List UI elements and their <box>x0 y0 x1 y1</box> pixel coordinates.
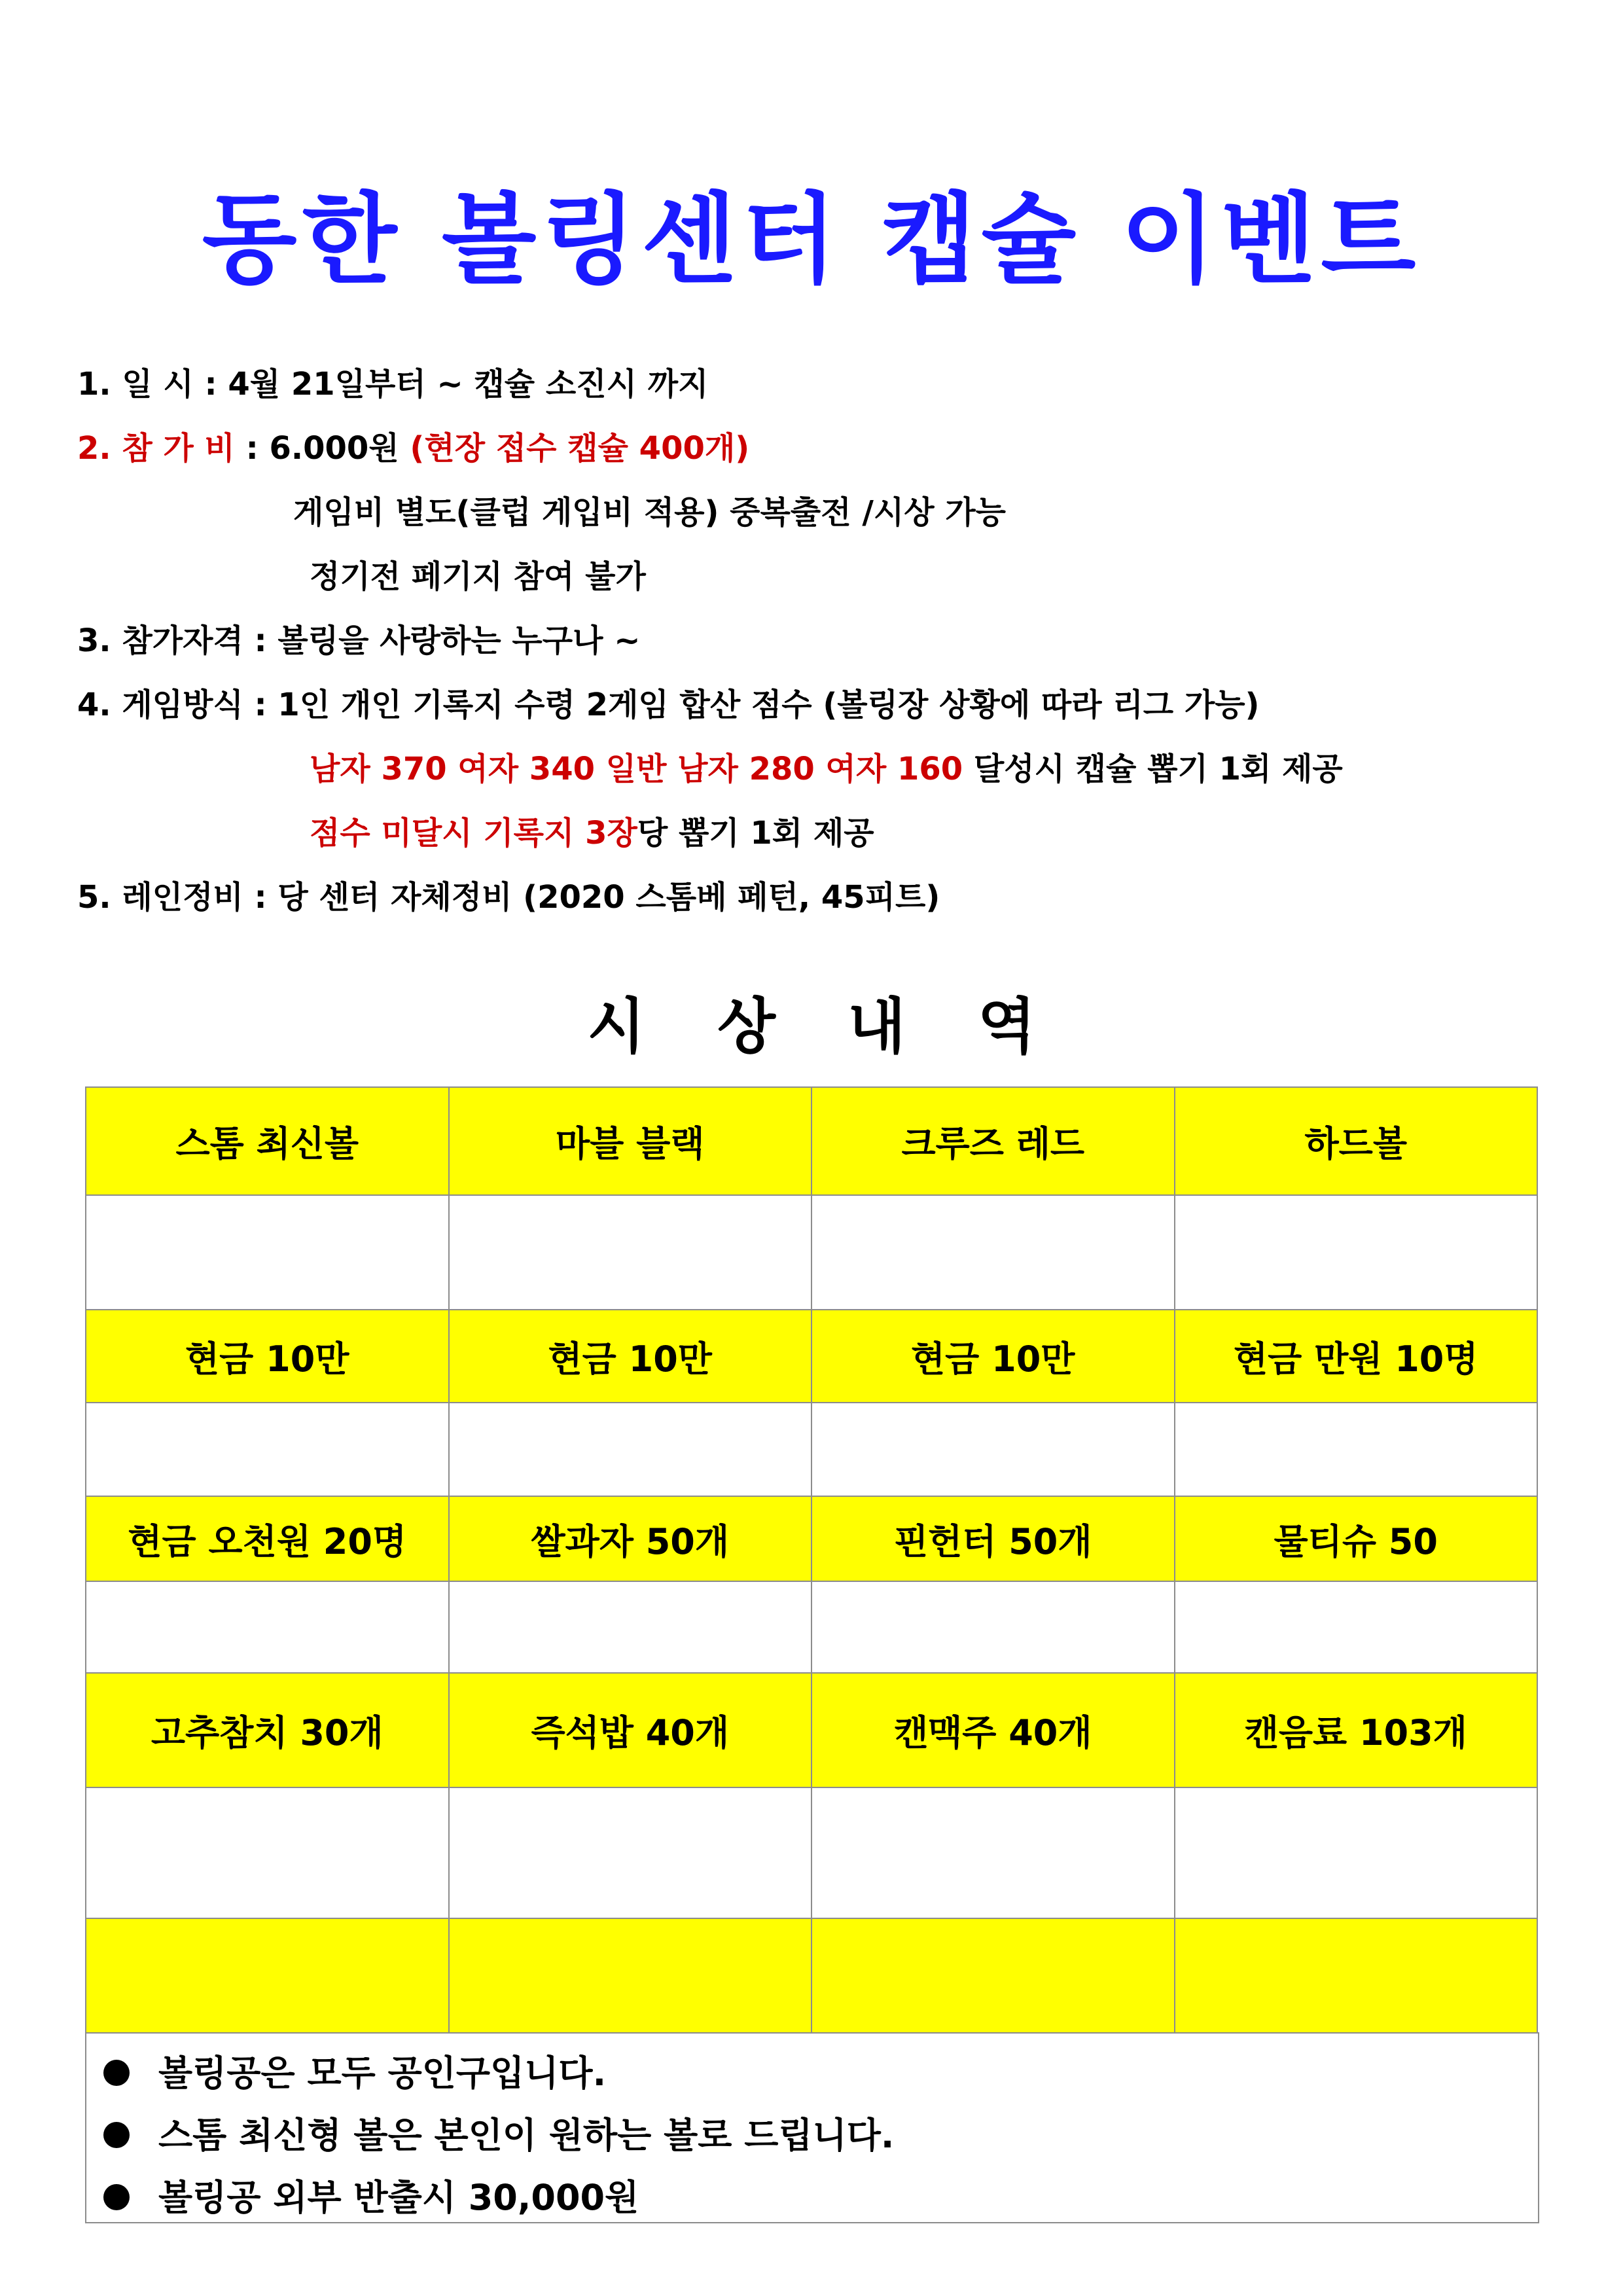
info-fee-label: 2. 참 가 비 <box>77 430 235 467</box>
empty-cell <box>1175 1581 1538 1673</box>
info-date: 1. 일 시 : 4월 21일부터 ~ 캡슐 소진시 까지 <box>77 366 709 403</box>
prize-cell: 현금 오천원 20명 <box>86 1496 449 1581</box>
prize-cell: 고추참치 30개 <box>86 1673 449 1787</box>
note-text: 볼링공은 모두 공인구입니다. <box>158 2053 607 2094</box>
prize-cell: 하드볼 <box>1175 1087 1538 1195</box>
info-score-target <box>310 744 1343 789</box>
empty-cell <box>86 1581 449 1673</box>
empty-cell <box>812 1581 1175 1673</box>
empty-cell <box>86 1918 449 2033</box>
empty-row <box>86 1403 1537 1496</box>
awards-heading: 시상내역 <box>587 992 1108 1062</box>
note-item <box>103 2170 639 2220</box>
empty-cell <box>449 1195 812 1310</box>
prize-cell: 마블 블랙 <box>449 1087 812 1195</box>
info-eligibility: 3. 참가자격 : 볼링을 사랑하는 누구나 ~ <box>77 622 641 659</box>
note-text: 스톰 최신형 볼은 본인이 원하는 볼로 드립니다. <box>158 2115 895 2156</box>
info-game-method: 4. 게임방식 : 1인 개인 기록지 수령 2게임 합산 점수 (볼링장 상황에 따라 리그 가능) <box>77 687 1260 723</box>
prize-cell: 쌀과자 50개 <box>449 1496 812 1581</box>
info-fee-amount: : 6.000원 <box>234 430 410 467</box>
info-game-fee: 게임비 별도(클럽 게입비 적용) 중복출전 /시상 가능 <box>293 494 1007 531</box>
empty-cell <box>86 1195 449 1310</box>
empty-cell <box>1175 1787 1538 1918</box>
empty-cell <box>812 1918 1175 2033</box>
prize-row <box>86 1496 1537 1581</box>
note-text: 볼링공 외부 반출시 30,000원 <box>158 2177 639 2218</box>
prize-cell: 스톰 최신볼 <box>86 1087 449 1195</box>
empty-cell <box>449 1787 812 1918</box>
bullet-icon <box>103 2184 130 2210</box>
info-miss-condition: 점수 미달시 기록지 3장 <box>310 815 637 852</box>
note-item <box>103 2045 606 2096</box>
empty-cell <box>449 1581 812 1673</box>
empty-cell <box>812 1195 1175 1310</box>
prize-cell: 핀헌터 50개 <box>812 1496 1175 1581</box>
prize-row <box>86 1673 1537 1787</box>
prize-row <box>86 1310 1537 1403</box>
bullet-icon <box>103 2060 130 2086</box>
empty-cell <box>812 1787 1175 1918</box>
info-score-values: 남자 370 여자 340 일반 남자 280 여자 160 <box>310 751 963 787</box>
prize-cell: 물티슈 50 <box>1175 1496 1538 1581</box>
prize-cell: 현금 10만 <box>449 1310 812 1403</box>
info-fee-note: (현장 접수 캡슐 400개) <box>410 430 750 467</box>
prize-cell: 즉석밥 40개 <box>449 1673 812 1787</box>
empty-cell <box>1175 1403 1538 1496</box>
prize-cell: 크루즈 레드 <box>812 1087 1175 1195</box>
prize-cell: 캔음료 103개 <box>1175 1673 1538 1787</box>
info-exclusion: 정기전 페기지 참여 불가 <box>310 558 646 595</box>
info-score-reward: 달성시 캡슐 뽑기 1회 제공 <box>963 751 1343 787</box>
notes-box <box>85 2032 1539 2223</box>
prize-cell: 현금 10만 <box>812 1310 1175 1403</box>
empty-yellow-row <box>86 1918 1537 2033</box>
bullet-icon <box>103 2122 130 2148</box>
prize-row <box>86 1087 1537 1195</box>
prize-cell: 현금 만원 10명 <box>1175 1310 1538 1403</box>
info-fee <box>77 423 749 468</box>
empty-cell <box>1175 1195 1538 1310</box>
empty-cell <box>449 1918 812 2033</box>
prize-table <box>85 1086 1538 2034</box>
page-title: 동한 볼링센터 캡슐 이벤트 <box>202 183 1421 297</box>
empty-row <box>86 1787 1537 1918</box>
prize-cell: 현금 10만 <box>86 1310 449 1403</box>
empty-cell <box>86 1787 449 1918</box>
info-lane: 5. 레인정비 : 당 센터 자체정비 (2020 스톰베 페턴, 45피트) <box>77 879 940 916</box>
prize-cell: 캔맥주 40개 <box>812 1673 1175 1787</box>
empty-cell <box>449 1403 812 1496</box>
info-miss-reward: 당 뽑기 1회 제공 <box>637 815 874 852</box>
note-item <box>103 2108 894 2158</box>
empty-row <box>86 1195 1537 1310</box>
empty-cell <box>86 1403 449 1496</box>
empty-cell <box>1175 1918 1538 2033</box>
empty-cell <box>812 1403 1175 1496</box>
info-score-miss <box>310 808 874 853</box>
empty-row <box>86 1581 1537 1673</box>
